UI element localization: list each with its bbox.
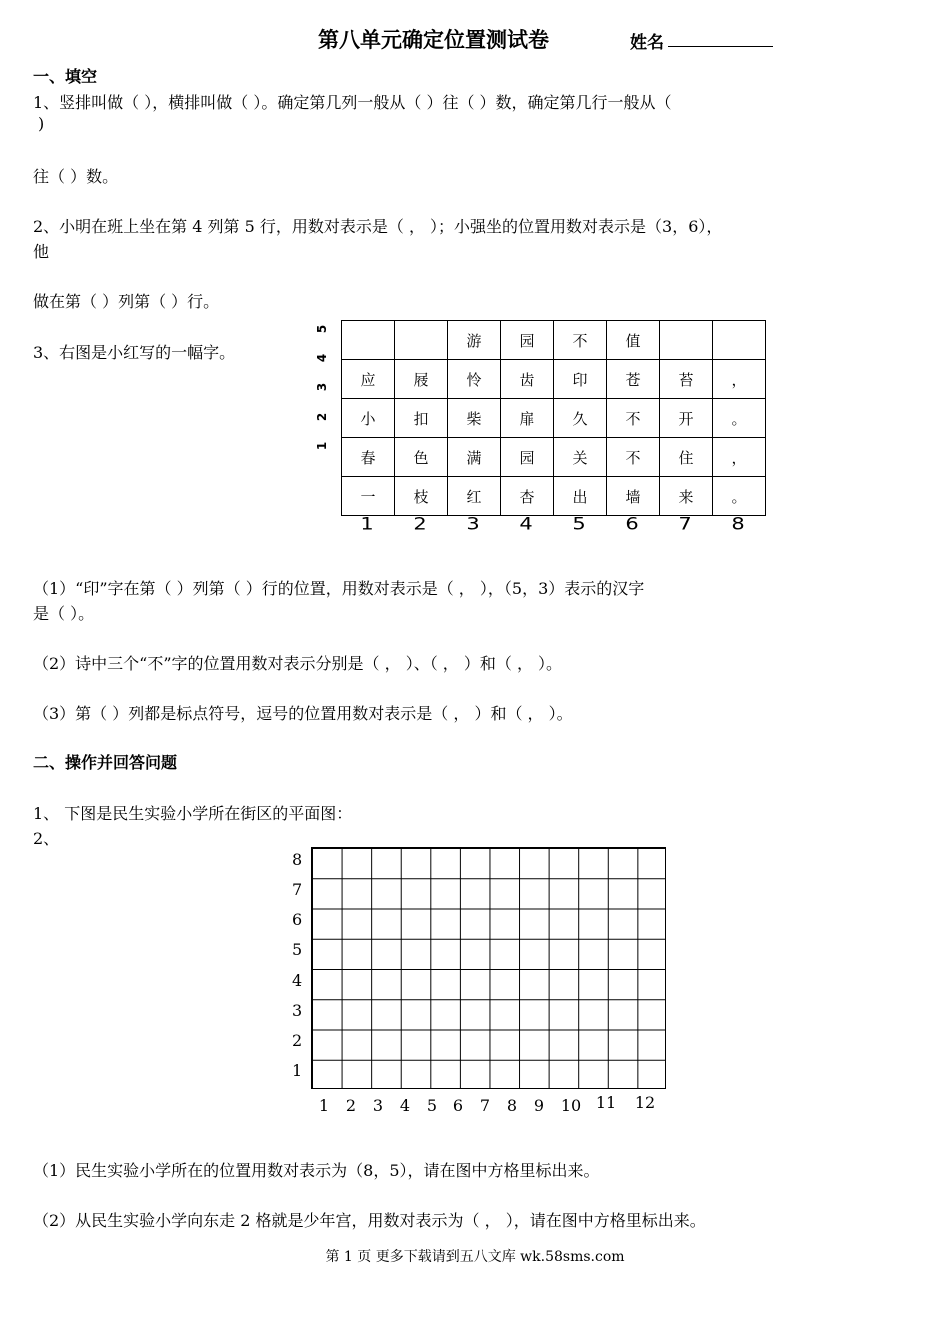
x-axis-label: 10 [560,1096,582,1115]
grid-cell: 扉 [501,399,554,438]
grid-cell: 不 [554,321,607,360]
page-title: 第八单元确定位置测试卷 [318,27,549,52]
page-footer: 第 1 页 更多下载请到五八文库 wk.58sms.com [325,1249,625,1265]
col-label: 2 [413,514,427,534]
grid-cell: 应 [342,360,395,399]
s2-sub2: （2）从民生实验小学向东走 2 格就是少年宫，用数对表示为（ ， ），请在图中方格里标出来。 [33,1211,706,1230]
q2-line3: 做在第（ ）列第（ ）行。 [33,292,220,311]
grid-cell: 满 [448,438,501,477]
grid-cell: 印 [554,360,607,399]
q3-sub2: （2）诗中三个“不”字的位置用数对表示分别是（ ， ）、（ ， ）和（ ， ）。 [33,654,563,673]
x-axis-label: 5 [426,1096,438,1115]
grid-cell: 墙 [607,477,660,516]
grid-row [342,477,766,516]
y-axis-label: 4 [292,971,303,990]
grid-cell: 色 [395,438,448,477]
grid-cell: 枝 [395,477,448,516]
col-label: 6 [625,514,639,534]
x-axis-label: 11 [595,1093,617,1112]
y-axis-label: 7 [292,880,303,899]
col-label: 5 [572,514,586,534]
q3-sub1-line1: （1）“印”字在第（ ）列第（ ）行的位置，用数对表示是（ ， ），（5，3）表示的汉字 [33,579,645,598]
name-label: 姓名 [630,33,664,53]
q1-line1: 1、竖排叫做（ ），横排叫做（ ）。确定第几列一般从（ ）往（ ）数，确定第几行一般从（ [33,93,672,112]
row-label: 5 [315,324,330,334]
grid-cell: ， [713,360,766,399]
grid-cell: 一 [342,477,395,516]
grid-cell: 怜 [448,360,501,399]
character-grid [341,320,766,516]
x-axis-label: 4 [399,1096,411,1115]
coordinate-grid[interactable] [311,847,666,1089]
grid-row [342,438,766,477]
col-label: 8 [731,514,745,534]
col-label: 4 [519,514,533,534]
grid-cell: 。 [713,399,766,438]
grid-cell [342,321,395,360]
grid-cell: 杏 [501,477,554,516]
name-blank[interactable] [668,46,773,47]
grid-cell: 苍 [607,360,660,399]
y-axis-label: 8 [292,850,303,869]
grid-cell [660,321,713,360]
q2-line2: 他 [33,242,50,261]
x-axis-label: 2 [345,1096,357,1115]
row-label: 3 [315,382,330,392]
grid-cell: 园 [501,321,554,360]
x-axis-label: 12 [634,1093,656,1112]
grid-cell: 不 [607,438,660,477]
s2-sub1: （1）民生实验小学所在的位置用数对表示为（8，5），请在图中方格里标出来。 [33,1161,600,1180]
grid-cell: 春 [342,438,395,477]
grid-cell: 苔 [660,360,713,399]
y-axis-label: 3 [292,1001,303,1020]
grid-cell: 关 [554,438,607,477]
grid-cell: 值 [607,321,660,360]
grid-row [342,399,766,438]
x-axis-label: 1 [318,1096,330,1115]
grid-cell: 小 [342,399,395,438]
grid-cell: 久 [554,399,607,438]
q2-line1: 2、小明在班上坐在第 4 列第 5 行，用数对表示是（ ， ）；小强坐的位置用数对表示是（3，6）， [33,217,723,236]
row-label: 1 [315,441,330,451]
grid-cell: 红 [448,477,501,516]
x-axis-label: 7 [479,1096,491,1115]
grid-cell: 住 [660,438,713,477]
s2-q1: 1、 下图是民生实验小学所在街区的平面图： [33,804,353,823]
grid-row [342,360,766,399]
grid-cell: 出 [554,477,607,516]
grid-cell: 扣 [395,399,448,438]
grid-cell [713,321,766,360]
col-label: 7 [678,514,692,534]
grid-cell: 园 [501,438,554,477]
q3-line1: 3、右图是小红写的一幅字。 [33,343,236,362]
grid-cell: 齿 [501,360,554,399]
x-axis-label: 8 [506,1096,518,1115]
x-axis-label: 9 [533,1096,545,1115]
grid-row [342,321,766,360]
q3-sub3: （3）第（ ）列都是标点符号，逗号的位置用数对表示是（ ， ）和（ ， ）。 [33,704,573,723]
x-axis-label: 6 [452,1096,464,1115]
grid-cell: 柴 [448,399,501,438]
grid-cell: 不 [607,399,660,438]
grid-cell: 。 [713,477,766,516]
x-axis-label: 3 [372,1096,384,1115]
y-axis-label: 6 [292,910,303,929]
q1-line2: ) [38,114,45,133]
q1-line3: 往（ ）数。 [33,167,119,186]
row-label: 2 [315,412,330,422]
row-label: 4 [315,353,330,363]
grid-cell [395,321,448,360]
section2-heading: 二、操作并回答问题 [33,753,178,772]
y-axis-label: 1 [292,1061,303,1080]
q3-sub1-line2: 是（ ）。 [33,604,95,623]
grid-cell: 屐 [395,360,448,399]
grid-cell: 开 [660,399,713,438]
section1-heading: 一、填空 [33,67,98,86]
grid-cell: 游 [448,321,501,360]
grid-cell: ， [713,438,766,477]
col-label: 3 [466,514,480,534]
y-axis-label: 5 [292,940,303,959]
s2-q2: 2、 [33,829,60,848]
grid-cell: 来 [660,477,713,516]
col-label: 1 [360,514,374,534]
y-axis-label: 2 [292,1031,303,1050]
